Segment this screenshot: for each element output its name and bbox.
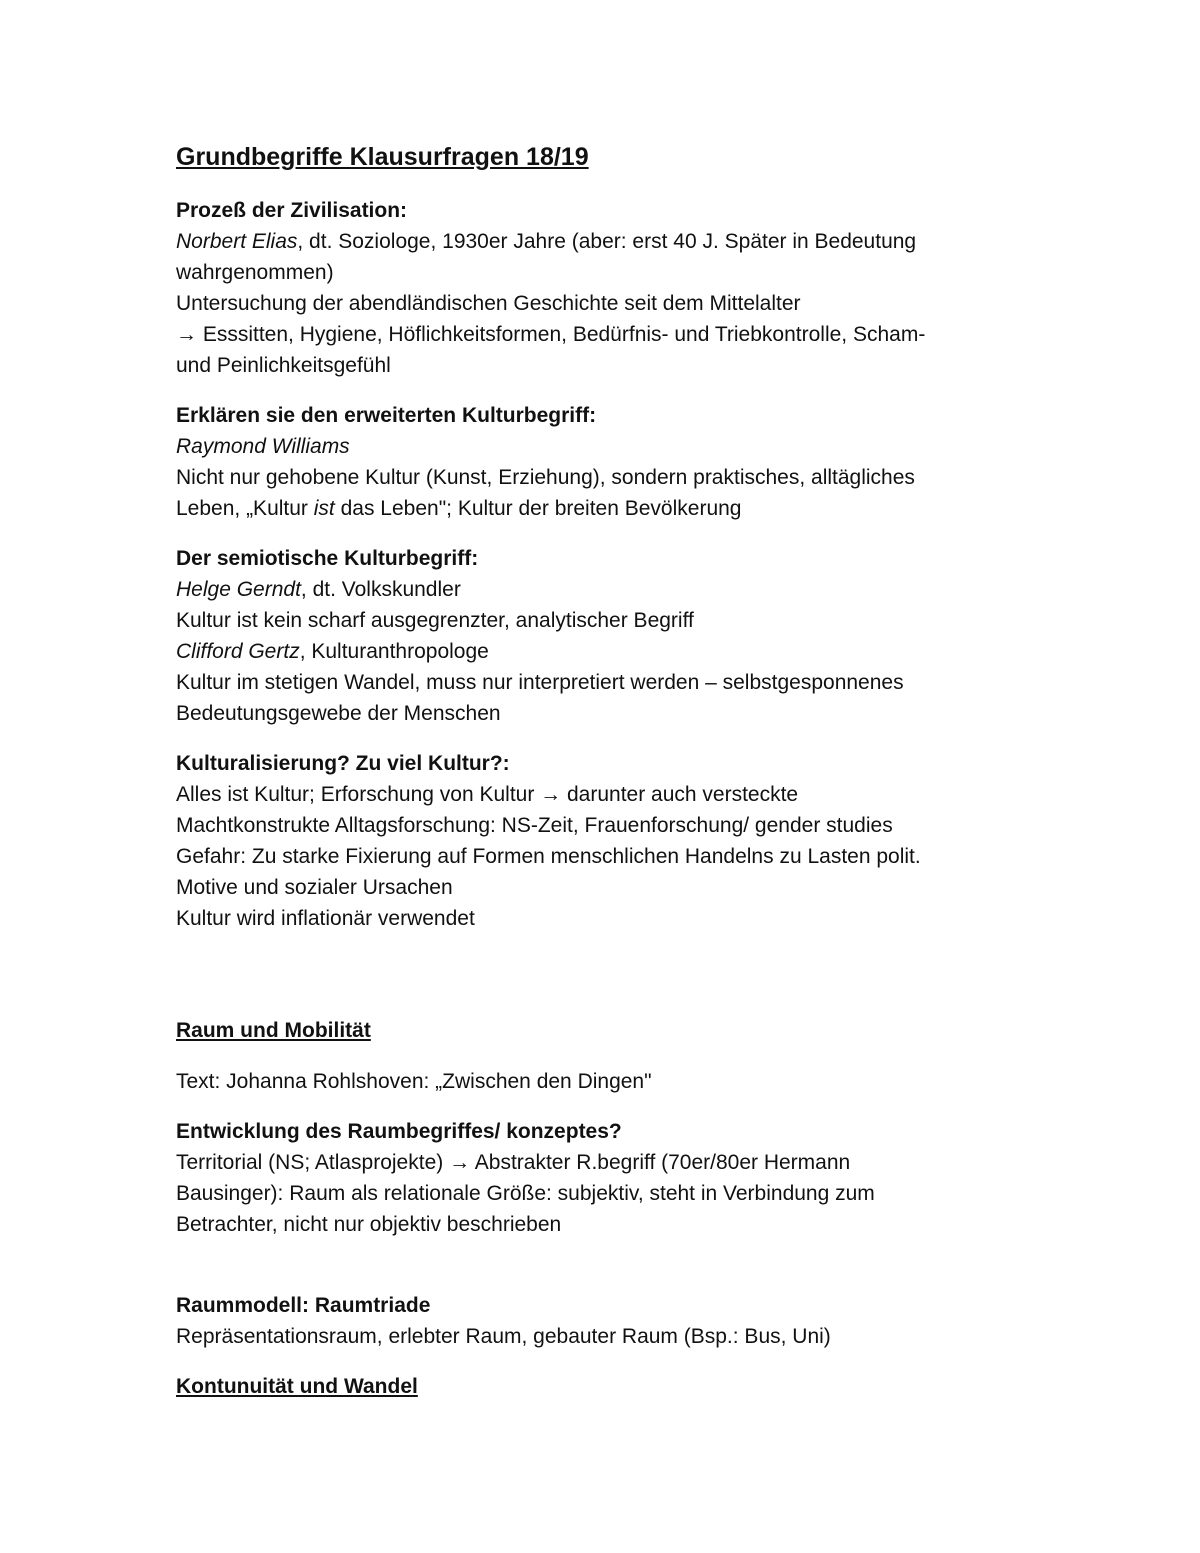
question-heading: Prozeß der Zivilisation:: [176, 199, 408, 222]
line-text: Gefahr: Zu starke Fixierung auf Formen menschlichen Handelns zu Lasten polit.: [176, 845, 921, 868]
text-reference-line: Text: Johanna Rohlshoven: „Zwischen den Dingen": [176, 1070, 652, 1093]
question-heading: Kulturalisierung? Zu viel Kultur?:: [176, 752, 510, 775]
answer-line: [176, 493, 1056, 524]
question-block: [176, 1116, 1056, 1240]
question-block: [176, 1290, 1056, 1352]
answer-line: [176, 605, 1056, 636]
answer-line: [176, 779, 1056, 810]
document-title: Grundbegriffe Klausurfragen 18/19: [176, 143, 589, 171]
line-text: Betrachter, nicht nur objektiv beschrieben: [176, 1213, 562, 1236]
question-block: [176, 400, 1056, 524]
answer-line: [176, 226, 1056, 257]
italic-name: Helge Gerndt: [176, 578, 301, 601]
question-block: [176, 748, 1056, 934]
question-heading: Entwicklung des Raumbegriffes/ konzeptes?: [176, 1120, 622, 1143]
line-text: → Esssitten, Hygiene, Höflichkeitsformen, Bedürfnis- und Triebkontrolle, Scham-: [176, 323, 926, 346]
italic-name: ist: [313, 497, 335, 520]
text-reference: [176, 1066, 1056, 1097]
line-text: Kultur ist kein scharf ausgegrenzter, analytischer Begriff: [176, 609, 694, 632]
answer-line: [176, 903, 1056, 934]
answer-line: [176, 1321, 1056, 1352]
answer-line: [176, 319, 1056, 350]
section-raum-content: [176, 1116, 1056, 1352]
question-block: [176, 543, 1056, 729]
line-text: Territorial (NS; Atlasprojekte) → Abstrakter R.begriff (70er/80er Hermann: [176, 1151, 851, 1174]
line-prefix: Leben, „Kultur: [176, 497, 314, 520]
answer-line: [176, 431, 1056, 462]
question-heading: Erklären sie den erweiterten Kulturbegriff:: [176, 404, 597, 427]
line-text: das Leben"; Kultur der breiten Bevölkerung: [334, 497, 742, 520]
spacer: [176, 953, 1056, 1015]
answer-line: [176, 257, 1056, 288]
line-text: Kultur im stetigen Wandel, muss nur interpretiert werden – selbstgesponnenes: [176, 671, 904, 694]
answer-line: [176, 1178, 1056, 1209]
answer-line: [176, 462, 1056, 493]
question-heading: Raummodell: Raumtriade: [176, 1294, 431, 1317]
answer-line: [176, 288, 1056, 319]
line-text: Untersuchung der abendländischen Geschichte seit dem Mittelalter: [176, 292, 801, 315]
italic-name: Norbert Elias: [176, 230, 298, 253]
line-text: , dt. Soziologe, 1930er Jahre (aber: erst 40 J. Später in Bedeutung: [297, 230, 917, 253]
line-text: Bedeutungsgewebe der Menschen: [176, 702, 501, 725]
line-text: Motive und sozialer Ursachen: [176, 876, 453, 899]
line-text: Nicht nur gehobene Kultur (Kunst, Erziehung), sondern praktisches, alltägliches: [176, 466, 915, 489]
line-text: wahrgenommen): [176, 261, 334, 284]
section-heading-kontinuitaet: Kontunuität und Wandel: [176, 1375, 418, 1398]
answer-line: [176, 574, 1056, 605]
section-heading-raum: Raum und Mobilität: [176, 1019, 371, 1042]
answer-line: [176, 1147, 1056, 1178]
italic-name: Clifford Gertz: [176, 640, 300, 663]
document-page: [176, 140, 1056, 1402]
answer-line: [176, 841, 1056, 872]
spacer: [176, 1259, 1056, 1290]
line-text: Bausinger): Raum als relationale Größe: subjektiv, steht in Verbindung zum: [176, 1182, 875, 1205]
line-text: Alles ist Kultur; Erforschung von Kultur → darunter auch versteckte: [176, 783, 799, 806]
italic-name: Raymond Williams: [176, 435, 350, 458]
answer-line: [176, 636, 1056, 667]
answer-line: [176, 810, 1056, 841]
answer-line: [176, 1209, 1056, 1240]
spacer: [176, 1046, 1056, 1066]
line-text: Machtkonstrukte Alltagsforschung: NS-Zeit, Frauenforschung/ gender studies: [176, 814, 893, 837]
answer-line: [176, 350, 1056, 381]
line-text: und Peinlichkeitsgefühl: [176, 354, 391, 377]
answer-line: [176, 698, 1056, 729]
answer-line: [176, 667, 1056, 698]
line-text: Repräsentationsraum, erlebter Raum, gebauter Raum (Bsp.: Bus, Uni): [176, 1325, 831, 1348]
section-grundbegriffe: [176, 195, 1056, 934]
line-text: , dt. Volkskundler: [300, 578, 461, 601]
line-text: , Kulturanthropologe: [299, 640, 489, 663]
question-block: [176, 195, 1056, 381]
answer-line: [176, 872, 1056, 903]
line-text: Kultur wird inflationär verwendet: [176, 907, 475, 930]
question-heading: Der semiotische Kulturbegriff:: [176, 547, 479, 570]
